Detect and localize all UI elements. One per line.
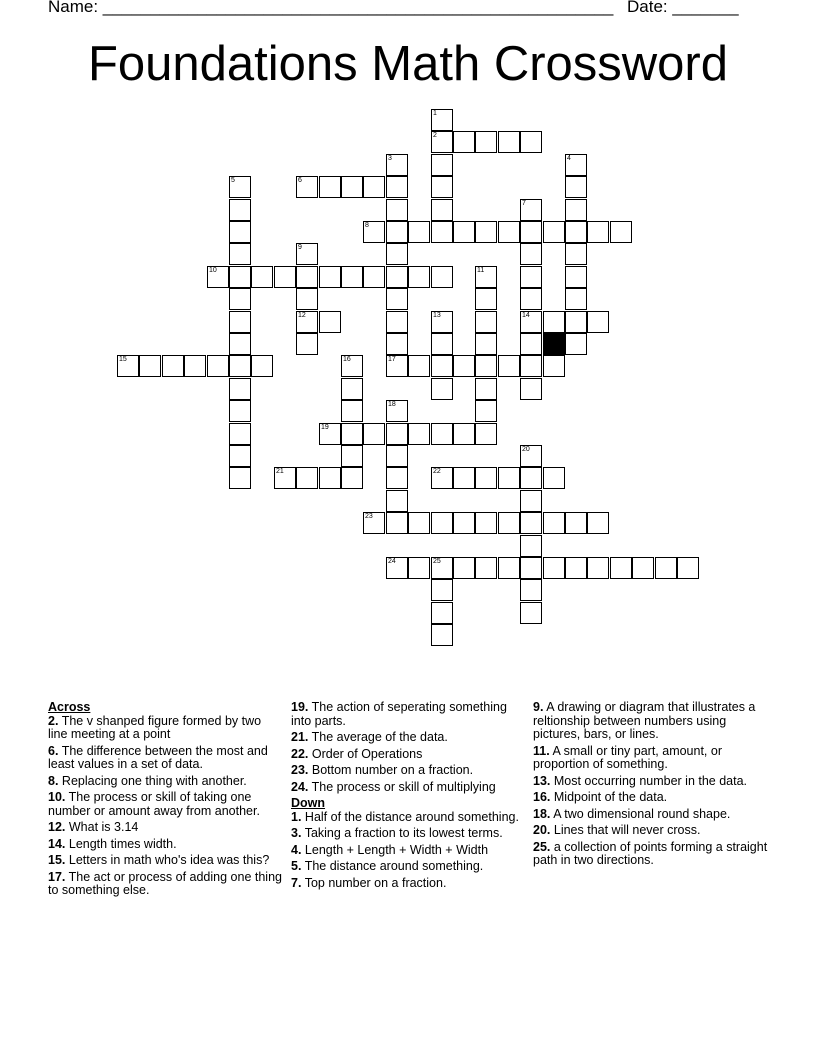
grid-cell[interactable] <box>251 355 273 377</box>
clue-number: 24. <box>291 779 309 794</box>
clue-number: 13. <box>533 773 551 788</box>
clue-item <box>48 838 284 852</box>
grid-cell[interactable] <box>386 176 408 198</box>
clue-number: 25. <box>533 839 551 854</box>
clue-item <box>533 824 769 838</box>
grid-cell[interactable] <box>341 378 363 400</box>
grid-cell[interactable] <box>431 176 453 198</box>
clue-item <box>291 844 527 858</box>
grid-cell[interactable] <box>296 311 318 333</box>
grid-cell[interactable] <box>543 221 565 243</box>
clue-item <box>533 791 769 805</box>
grid-cell[interactable] <box>498 467 520 489</box>
grid-cell[interactable] <box>296 288 318 310</box>
grid-cell[interactable] <box>565 221 587 243</box>
grid-cell[interactable] <box>453 355 475 377</box>
cell-number: 8 <box>365 222 369 229</box>
grid-cell[interactable] <box>565 512 587 534</box>
grid-cell[interactable] <box>520 243 542 265</box>
page-title: Foundations Math Crossword <box>87 37 728 91</box>
clue-text: A small or tiny part, amount, or proportion of something. <box>533 743 722 771</box>
clue-number: 4. <box>291 842 302 857</box>
grid-cell[interactable] <box>296 333 318 355</box>
grid-cell[interactable] <box>386 311 408 333</box>
grid-cell[interactable] <box>475 512 497 534</box>
grid-cell[interactable] <box>229 378 251 400</box>
grid-cell[interactable] <box>565 243 587 265</box>
grid-cell[interactable] <box>386 288 408 310</box>
clue-number: 11. <box>533 743 550 758</box>
cell-number: 21 <box>276 468 284 475</box>
clue-number: 16. <box>533 790 551 804</box>
grid-cell[interactable] <box>386 557 408 579</box>
grid-cell[interactable] <box>453 221 475 243</box>
grid-cell[interactable] <box>117 355 139 377</box>
grid-cell[interactable] <box>453 512 475 534</box>
grid-cell[interactable] <box>207 355 229 377</box>
grid-cell[interactable] <box>431 333 453 355</box>
grid-cell[interactable] <box>498 355 520 377</box>
clue-heading: Across <box>48 700 91 714</box>
clue-item <box>48 854 284 868</box>
clue-heading: Down <box>291 796 326 810</box>
grid-cell[interactable] <box>475 557 497 579</box>
clue-number: 20. <box>533 823 551 837</box>
grid-cell[interactable] <box>431 512 453 534</box>
clue-text: Letters in math who's idea was this? <box>68 853 270 867</box>
cell-number: 14 <box>522 312 530 319</box>
clues-column-2 <box>291 701 527 893</box>
grid-cell[interactable] <box>520 131 542 153</box>
grid-cell[interactable] <box>520 266 542 288</box>
grid-cell[interactable] <box>408 221 430 243</box>
grid-cell[interactable] <box>386 154 408 176</box>
grid-cell[interactable] <box>386 243 408 265</box>
cell-number: 5 <box>231 177 235 184</box>
grid-cell[interactable] <box>565 154 587 176</box>
clue-number: 3. <box>291 826 302 840</box>
cell-number: 20 <box>522 446 530 453</box>
grid-cell[interactable] <box>431 199 453 221</box>
grid-cell[interactable] <box>520 355 542 377</box>
grid-cell[interactable] <box>363 512 385 534</box>
grid-cell[interactable] <box>341 400 363 422</box>
grid-cell[interactable] <box>453 131 475 153</box>
grid-cell[interactable] <box>475 400 497 422</box>
cell-number: 10 <box>209 267 217 274</box>
clue-text: Midpoint of the data. <box>553 790 668 804</box>
grid-cell[interactable] <box>543 467 565 489</box>
grid-cell[interactable] <box>520 333 542 355</box>
grid-cell[interactable] <box>431 557 453 579</box>
clue-text: Lines that will never cross. <box>553 823 701 837</box>
clue-number: 2. <box>48 713 59 728</box>
grid-cell[interactable] <box>386 199 408 221</box>
clue-item <box>533 701 769 742</box>
clue-item <box>291 827 527 841</box>
grid-cell[interactable] <box>587 221 609 243</box>
grid-cell[interactable] <box>520 579 542 601</box>
grid-cell[interactable] <box>296 467 318 489</box>
cell-number: 22 <box>433 468 441 475</box>
grid-cell[interactable] <box>453 557 475 579</box>
grid-cell[interactable] <box>543 512 565 534</box>
grid-cell[interactable] <box>587 557 609 579</box>
clue-text: What is 3.14 <box>68 820 139 834</box>
clue-text: a collection of points forming a straight path in two directions. <box>533 839 768 867</box>
grid-cell[interactable] <box>587 512 609 534</box>
grid-cell[interactable] <box>475 311 497 333</box>
grid-cell[interactable] <box>408 423 430 445</box>
grid-cell[interactable] <box>520 445 542 467</box>
clue-number: 17. <box>48 869 66 884</box>
grid-cell[interactable] <box>431 579 453 601</box>
grid-cell[interactable] <box>655 557 677 579</box>
grid-cell[interactable] <box>341 467 363 489</box>
clue-item <box>291 701 527 728</box>
cell-number: 16 <box>343 356 351 363</box>
grid-cell[interactable] <box>408 355 430 377</box>
grid-cell[interactable] <box>341 445 363 467</box>
grid-cell[interactable] <box>431 266 453 288</box>
clue-item <box>291 811 527 825</box>
grid-cell[interactable] <box>296 243 318 265</box>
grid-cell[interactable] <box>341 355 363 377</box>
clue-number: 10. <box>48 790 66 804</box>
clue-number: 15. <box>48 853 66 867</box>
grid-cell[interactable] <box>386 355 408 377</box>
grid-cell[interactable] <box>319 423 341 445</box>
grid-cell[interactable] <box>229 288 251 310</box>
grid-cell[interactable] <box>610 221 632 243</box>
clue-item <box>533 808 769 822</box>
cell-number: 4 <box>567 155 571 162</box>
grid-cell[interactable] <box>453 467 475 489</box>
cell-number: 23 <box>365 513 373 520</box>
grid-cell[interactable] <box>610 557 632 579</box>
grid-cell[interactable] <box>475 221 497 243</box>
clue-number: 12. <box>48 820 66 834</box>
clue-item <box>291 764 527 778</box>
grid-cell[interactable] <box>386 512 408 534</box>
clue-item <box>48 715 284 742</box>
grid-cell[interactable] <box>229 355 251 377</box>
clue-text: Top number on a fraction. <box>304 875 447 890</box>
cell-number: 3 <box>388 155 392 162</box>
grid-cell[interactable] <box>274 467 296 489</box>
grid-cell[interactable] <box>565 333 587 355</box>
cell-number: 9 <box>298 244 302 251</box>
clue-number: 21. <box>291 730 309 744</box>
grid-cell[interactable] <box>363 221 385 243</box>
clue-item <box>48 791 284 818</box>
grid-cell[interactable] <box>386 423 408 445</box>
grid-cell[interactable] <box>520 288 542 310</box>
grid-cell[interactable] <box>319 266 341 288</box>
grid-cell[interactable] <box>274 266 296 288</box>
grid-cell[interactable] <box>475 288 497 310</box>
clues-column-1 <box>48 701 284 901</box>
grid-cell[interactable] <box>498 512 520 534</box>
grid-cell[interactable] <box>408 266 430 288</box>
grid-cell[interactable] <box>632 557 654 579</box>
grid-cell[interactable] <box>475 355 497 377</box>
cell-number: 15 <box>119 356 127 363</box>
cell-number: 17 <box>388 356 396 363</box>
name-line: Name: ______________________________________________________ <box>48 0 614 16</box>
cell-number: 24 <box>388 558 396 565</box>
grid-cell[interactable] <box>520 199 542 221</box>
grid-cell[interactable] <box>319 311 341 333</box>
grid-cell[interactable] <box>498 131 520 153</box>
cell-number: 1 <box>433 110 437 117</box>
grid-cell[interactable] <box>229 221 251 243</box>
clue-text: The average of the data. <box>311 730 448 744</box>
grid-cell[interactable] <box>229 311 251 333</box>
grid-cell[interactable] <box>207 266 229 288</box>
grid-cell[interactable] <box>431 311 453 333</box>
clue-text: Half of the distance around something. <box>304 809 519 824</box>
grid-cell[interactable] <box>229 333 251 355</box>
grid-cell[interactable] <box>408 557 430 579</box>
grid-cell[interactable] <box>319 176 341 198</box>
grid-cell[interactable] <box>520 378 542 400</box>
grid-cell[interactable] <box>229 423 251 445</box>
grid-cell[interactable] <box>341 176 363 198</box>
grid-cell[interactable] <box>363 176 385 198</box>
grid-cell[interactable] <box>498 221 520 243</box>
grid-cell[interactable] <box>520 311 542 333</box>
grid-cell[interactable] <box>475 131 497 153</box>
grid-cell[interactable] <box>587 311 609 333</box>
cell-number: 12 <box>298 312 306 319</box>
clue-item <box>48 821 284 835</box>
grid-cell[interactable] <box>520 602 542 624</box>
grid-cell[interactable] <box>386 400 408 422</box>
clue-text: The act or process of adding one thing to something else. <box>48 869 282 897</box>
cell-number: 11 <box>477 267 485 274</box>
grid-cell[interactable] <box>431 221 453 243</box>
grid-cell[interactable] <box>386 445 408 467</box>
grid-cell[interactable] <box>229 467 251 489</box>
clue-item <box>48 745 284 772</box>
cell-number: 6 <box>298 177 302 184</box>
clue-text: The difference between the most and least values in a set of data. <box>48 743 268 771</box>
clue-number: 6. <box>48 743 59 758</box>
clue-text: The process or skill of multiplying <box>311 779 496 794</box>
grid-cell[interactable] <box>520 512 542 534</box>
grid-cell[interactable] <box>565 311 587 333</box>
clue-text: The process or skill of taking one number or amount away from another. <box>48 790 260 818</box>
grid-cell[interactable] <box>475 333 497 355</box>
grid-cell[interactable] <box>251 266 273 288</box>
grid-cell[interactable] <box>139 355 161 377</box>
cell-number: 25 <box>433 558 441 565</box>
grid-cell[interactable] <box>565 176 587 198</box>
grid-cell[interactable] <box>565 199 587 221</box>
grid-cell[interactable] <box>386 266 408 288</box>
cell-number: 18 <box>388 401 396 408</box>
clue-item <box>48 871 284 898</box>
clue-text: Most occurring number in the data. <box>553 773 748 788</box>
clue-text: Replacing one thing with another. <box>61 773 247 788</box>
clues-column-3 <box>533 701 769 871</box>
crossword-grid <box>117 109 700 649</box>
grid-cell[interactable] <box>229 176 251 198</box>
grid-cell[interactable] <box>520 221 542 243</box>
clue-number: 7. <box>291 875 302 890</box>
clue-text: The distance around something. <box>304 859 484 873</box>
grid-cell[interactable] <box>363 423 385 445</box>
clue-text: The v shanped figure formed by two line meeting at a point <box>48 713 262 741</box>
grid-cell[interactable] <box>162 355 184 377</box>
grid-cell[interactable] <box>319 467 341 489</box>
grid-cell[interactable] <box>229 445 251 467</box>
black-cell <box>543 333 565 355</box>
clue-item <box>291 731 527 745</box>
grid-cell[interactable] <box>431 154 453 176</box>
clue-text: Length + Length + Width + Width <box>304 842 489 857</box>
grid-cell[interactable] <box>475 266 497 288</box>
grid-cell[interactable] <box>386 490 408 512</box>
grid-cell[interactable] <box>677 557 699 579</box>
grid-cell[interactable] <box>565 266 587 288</box>
grid-cell[interactable] <box>475 378 497 400</box>
clue-text: Order of Operations <box>311 746 423 761</box>
clue-item <box>533 775 769 789</box>
grid-cell[interactable] <box>520 490 542 512</box>
grid-cell[interactable] <box>431 355 453 377</box>
cell-number: 13 <box>433 312 441 319</box>
grid-cell[interactable] <box>386 333 408 355</box>
grid-cell[interactable] <box>386 467 408 489</box>
grid-cell[interactable] <box>475 467 497 489</box>
cell-number: 2 <box>433 132 437 139</box>
grid-cell[interactable] <box>520 467 542 489</box>
clue-text: Length times width. <box>68 836 177 851</box>
clue-item <box>533 841 769 868</box>
clue-number: 19. <box>291 700 309 714</box>
clue-number: 5. <box>291 859 302 873</box>
grid-cell[interactable] <box>229 199 251 221</box>
grid-cell[interactable] <box>229 243 251 265</box>
grid-cell[interactable] <box>565 557 587 579</box>
date-line: Date: _______ <box>627 0 739 16</box>
clue-item <box>533 745 769 772</box>
grid-cell[interactable] <box>520 535 542 557</box>
grid-cell[interactable] <box>431 624 453 646</box>
grid-cell[interactable] <box>431 467 453 489</box>
grid-cell[interactable] <box>408 512 430 534</box>
clue-number: 8. <box>48 773 59 788</box>
cell-number: 7 <box>522 200 526 207</box>
cell-number: 19 <box>321 424 329 431</box>
grid-cell[interactable] <box>475 423 497 445</box>
grid-cell[interactable] <box>431 423 453 445</box>
clue-item <box>291 877 527 891</box>
clue-number: 1. <box>291 809 302 824</box>
grid-cell[interactable] <box>431 131 453 153</box>
clue-number: 9. <box>533 700 544 714</box>
grid-cell[interactable] <box>543 557 565 579</box>
grid-cell[interactable] <box>453 423 475 445</box>
grid-cell[interactable] <box>296 266 318 288</box>
grid-cell[interactable] <box>498 557 520 579</box>
clue-number: 22. <box>291 746 309 761</box>
grid-cell[interactable] <box>363 266 385 288</box>
grid-cell[interactable] <box>543 311 565 333</box>
grid-cell[interactable] <box>341 423 363 445</box>
grid-cell[interactable] <box>229 266 251 288</box>
grid-cell[interactable] <box>565 288 587 310</box>
clue-text: Bottom number on a fraction. <box>311 763 474 777</box>
clue-item <box>48 775 284 789</box>
clue-text: Taking a fraction to its lowest terms. <box>304 826 503 840</box>
grid-cell[interactable] <box>184 355 206 377</box>
clue-number: 18. <box>533 806 551 821</box>
clue-item <box>291 860 527 874</box>
grid-cell[interactable] <box>543 355 565 377</box>
grid-cell[interactable] <box>431 378 453 400</box>
grid-cell[interactable] <box>431 109 453 131</box>
grid-cell[interactable] <box>431 602 453 624</box>
clue-text: A two dimensional round shape. <box>553 806 731 821</box>
clue-item <box>291 781 527 795</box>
grid-cell[interactable] <box>296 176 318 198</box>
grid-cell[interactable] <box>520 557 542 579</box>
clue-number: 14. <box>48 836 66 851</box>
clue-item <box>291 748 527 762</box>
clue-number: 23. <box>291 763 309 777</box>
grid-cell[interactable] <box>229 400 251 422</box>
clue-text: The action of seperating something into parts. <box>291 700 507 728</box>
grid-cell[interactable] <box>341 266 363 288</box>
grid-cell[interactable] <box>386 221 408 243</box>
clue-text: A drawing or diagram that illustrates a reltionship between numbers using pictures, bars, or lines. <box>533 700 756 741</box>
